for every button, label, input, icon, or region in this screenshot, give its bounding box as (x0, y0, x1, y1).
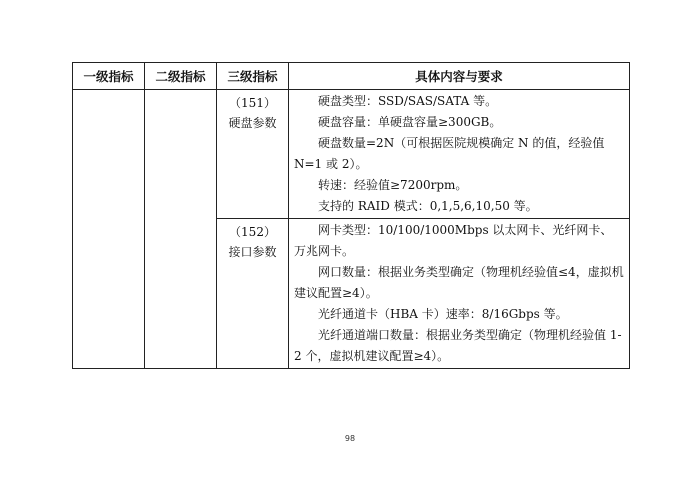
item-code: （151） (229, 96, 276, 110)
header-level3: 三级指标 (217, 63, 289, 90)
level3-cell (217, 90, 289, 219)
level3-cell (217, 219, 289, 369)
content-line: 硬盘类型：SSD/SAS/SATA 等。 (318, 94, 498, 108)
content-line: 光纤通道端口数量：根据业务类型确定（物理机经验值 1-2 个，虚拟机建议配置≥4）。 (294, 328, 622, 363)
content-line: 网卡类型：10/100/1000Mbps 以太网卡、光纤网卡、万兆网卡。 (294, 223, 613, 258)
table-row (73, 90, 630, 219)
item-name: 接口参数 (228, 245, 277, 259)
page-number: 98 (344, 434, 356, 443)
header-level2: 二级指标 (145, 63, 217, 90)
table-header-row (73, 63, 630, 90)
content-line: 硬盘容量：单硬盘容量≥300GB。 (318, 115, 502, 129)
content-cell (289, 90, 630, 219)
level1-cell (73, 90, 145, 369)
item-name: 硬盘参数 (228, 116, 277, 130)
content-line: 网口数量：根据业务类型确定（物理机经验值≤4，虚拟机建议配置≥4）。 (294, 265, 624, 300)
header-level1: 一级指标 (73, 63, 145, 90)
indicator-table (72, 62, 630, 369)
level2-cell (145, 90, 217, 369)
item-code: （152） (229, 225, 276, 239)
content-cell (289, 219, 630, 369)
content-line: 光纤通道卡（HBA 卡）速率：8/16Gbps 等。 (318, 307, 568, 321)
content-line: 支持的 RAID 模式：0,1,5,6,10,50 等。 (318, 199, 538, 213)
content-line: 硬盘数量=2N（可根据医院规模确定 N 的值，经验值 N=1 或 2）。 (294, 136, 605, 171)
header-content: 具体内容与要求 (289, 63, 630, 90)
content-line: 转速：经验值≥7200rpm。 (318, 178, 468, 192)
